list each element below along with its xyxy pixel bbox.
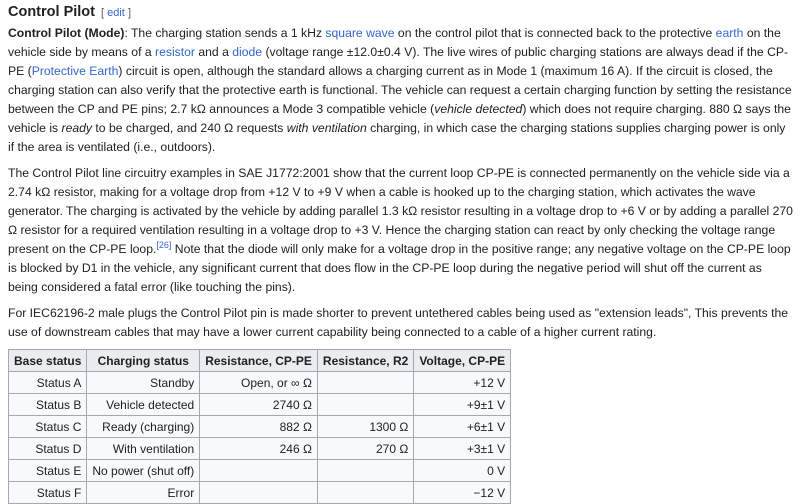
cell-charging-status: With ventilation [87, 438, 200, 460]
table-row [9, 394, 511, 416]
cell-charging-status: No power (shut off) [87, 460, 200, 482]
cell-voltage-cp-pe: 0 V [414, 460, 511, 482]
cell-resistance-cp-pe: 882 Ω [200, 416, 318, 438]
cell-voltage-cp-pe: −12 V [414, 482, 511, 504]
paragraph-circuitry: The Control Pilot line circuitry examples in SAE J1772:2001 show that the current loop CP-PE is connected permanently on the vehicle side via a 2.74 kΩ resistor, making for a voltage drop from +12 V to +9 V when a cable is hooked up to the charging station, which activates the wave generator. The charging is activated by the vehicle by adding parallel 1.3 kΩ resistor resulting in a voltage drop to +6 V or by adding a parallel 270 Ω resistor for a required ventilation resulting in a voltage drop to +3 V. Hence the charging station can react by only checking the voltage range present on the CP-PE loop.[26] Note that the diode will only make for a voltage drop in the positive range; any negative voltage on the CP-PE loop is blocked by D1 in the vehicle, any significant current that does flow in the CP-PE loop during the negative period will shut off the current as being considered a fatal error (like touching the pins). [8, 166, 793, 294]
header-voltage-cp-pe: Voltage, CP-PE [414, 350, 511, 372]
table-row [9, 372, 511, 394]
table-row [9, 416, 511, 438]
cell-resistance-r2 [317, 460, 413, 482]
cell-resistance-cp-pe: Open, or ∞ Ω [200, 372, 318, 394]
table-row [9, 460, 511, 482]
cell-base-status: Status A [9, 372, 87, 394]
link-diode[interactable]: diode [232, 45, 263, 59]
section-heading [8, 0, 794, 24]
paragraph-iec62196: For IEC62196-2 male plugs the Control Pilot pin is made shorter to prevent untethered cables being used as "extension leads", This prevents the use of downstream cables that may have a lower current capability being connected to a cable of a higher current rating. [8, 306, 789, 339]
section-title: Control Pilot [8, 4, 95, 20]
header-resistance-cp-pe: Resistance, CP-PE [200, 350, 318, 372]
paragraph-control-pilot: Control Pilot (Mode): The charging station sends a 1 kHz square wave on the control pilot that is connected back to the protective earth on the vehicle side by means of a resistor and a diode (voltage range ±12.0±0.4 V). The live wires of public charging stations are always dead if the CP-PE (Protective Earth) circuit is open, although the standard allows a charging current as in Mode 1 (maximum 16 A). If the circuit is closed, the charging station can also verify that the protective earth is functional. The vehicle can request a certain charging function by setting the resistance between the CP and PE pins; 2.7 kΩ announces a Mode 3 compatible vehicle (vehicle detected) which does not require charging. 880 Ω says the vehicle is ready to be charged, and 240 Ω requests with ventilation charging, in which case the charging stations supplies charging power is only if the area is ventilated (i.e., outdoors). [8, 26, 792, 154]
edit-section: [ edit ] [101, 7, 131, 19]
cell-voltage-cp-pe: +12 V [414, 372, 511, 394]
cell-resistance-r2 [317, 394, 413, 416]
cell-base-status: Status C [9, 416, 87, 438]
table-header-row [9, 350, 511, 372]
status-table [8, 349, 511, 504]
link-square-wave[interactable]: square wave [325, 26, 395, 40]
cell-voltage-cp-pe: +3±1 V [414, 438, 511, 460]
cell-resistance-cp-pe [200, 482, 318, 504]
cell-charging-status: Vehicle detected [87, 394, 200, 416]
cell-resistance-r2: 270 Ω [317, 438, 413, 460]
header-charging-status: Charging status [87, 350, 200, 372]
link-earth[interactable]: earth [715, 26, 744, 40]
cell-resistance-r2 [317, 372, 413, 394]
cell-voltage-cp-pe: +6±1 V [414, 416, 511, 438]
cell-base-status: Status F [9, 482, 87, 504]
cell-charging-status: Standby [87, 372, 200, 394]
cell-resistance-cp-pe: 2740 Ω [200, 394, 318, 416]
reference-26[interactable]: [26] [156, 239, 172, 250]
header-resistance-r2: Resistance, R2 [317, 350, 413, 372]
cell-base-status: Status E [9, 460, 87, 482]
link-protective-earth[interactable]: Protective Earth [31, 64, 119, 78]
cell-resistance-r2: 1300 Ω [317, 416, 413, 438]
cell-charging-status: Ready (charging) [87, 416, 200, 438]
cell-resistance-cp-pe: 246 Ω [200, 438, 318, 460]
table-row [9, 482, 511, 504]
header-base-status: Base status [9, 350, 87, 372]
edit-link[interactable]: edit [107, 7, 125, 19]
cell-base-status: Status D [9, 438, 87, 460]
cell-charging-status: Error [87, 482, 200, 504]
table-row [9, 438, 511, 460]
cell-base-status: Status B [9, 394, 87, 416]
term-control-pilot-mode: Control Pilot (Mode) [8, 26, 125, 40]
cell-resistance-cp-pe [200, 460, 318, 482]
link-resistor[interactable]: resistor [155, 45, 195, 59]
cell-voltage-cp-pe: +9±1 V [414, 394, 511, 416]
cell-resistance-r2 [317, 482, 413, 504]
